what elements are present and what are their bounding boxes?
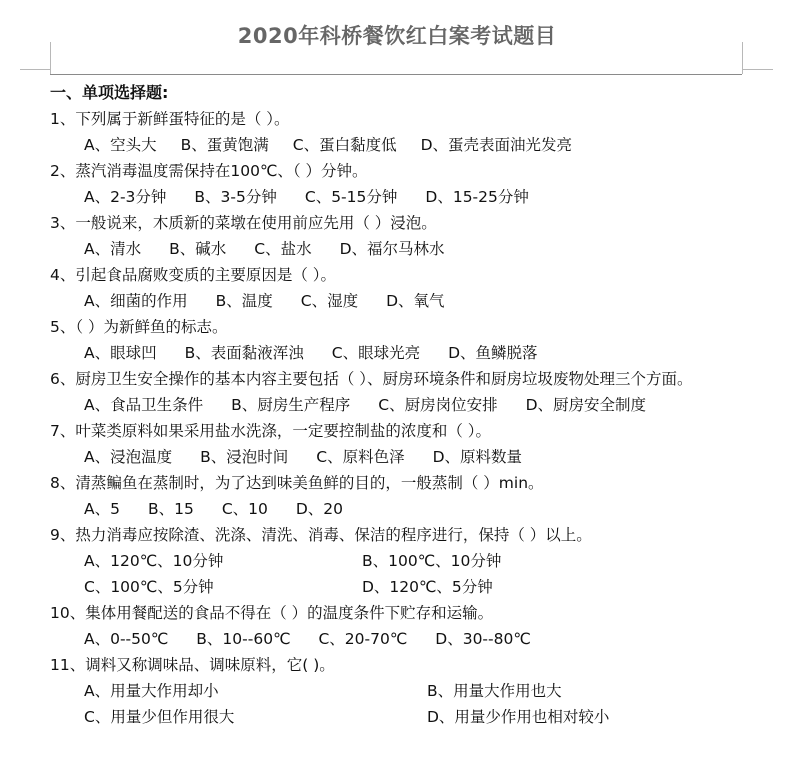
option-d: D、福尔马林水: [339, 240, 445, 258]
option-c: C、5-15分钟: [304, 188, 398, 206]
option-a: A、120℃、10分钟: [84, 552, 224, 570]
question-10: 10、集体用餐配送的食品不得在（ ）的温度条件下贮存和运输。: [50, 604, 494, 622]
question-6: 6、厨房卫生安全操作的基本内容主要包括（ ）、厨房环境条件和厨房垃圾废物处理三个方面。: [50, 370, 693, 388]
option-d: D、120℃、5分钟: [362, 578, 493, 596]
document-title: 2020年科桥餐饮红白案考试题目: [237, 24, 557, 48]
exam-content: [50, 80, 770, 730]
option-a: A、空头大: [84, 136, 157, 154]
option-b: B、蛋黄饱满: [180, 136, 269, 154]
option-d: D、厨房安全制度: [525, 396, 647, 414]
option-b: B、10--60℃: [196, 630, 291, 648]
option-c: C、湿度: [300, 292, 359, 310]
option-d: D、原料数量: [432, 448, 523, 466]
crop-mark-top-right-horizontal: [743, 69, 773, 70]
option-d: D、鱼鳞脱落: [448, 344, 538, 362]
option-c: C、盐水: [254, 240, 312, 258]
option-a: A、食品卫生条件: [84, 396, 204, 414]
option-c: C、用量少但作用很大: [84, 708, 235, 726]
options-q9-row1: [50, 548, 770, 574]
option-d: D、氧气: [386, 292, 445, 310]
question-8: 8、清蒸鳊鱼在蒸制时，为了达到味美鱼鲜的目的，一般蒸制（ ）min。: [50, 474, 544, 492]
option-d: D、用量少作用也相对较小: [427, 708, 610, 726]
options-q10: [50, 626, 770, 652]
option-d: D、15-25分钟: [425, 188, 529, 206]
question-3: 3、一般说来，木质新的菜墩在使用前应先用（ ）浸泡。: [50, 214, 437, 232]
option-b: B、碱水: [169, 240, 227, 258]
option-a: A、清水: [84, 240, 142, 258]
option-c: C、10: [221, 500, 268, 518]
option-c: C、厨房岗位安排: [378, 396, 498, 414]
option-b: B、表面黏液浑浊: [184, 344, 304, 362]
option-b: B、用量大作用也大: [427, 682, 562, 700]
option-a: A、0--50℃: [84, 630, 169, 648]
options-q11-row2: [50, 704, 770, 730]
option-d: D、蛋壳表面油光发亮: [420, 136, 573, 154]
options-q9-row2: [50, 574, 770, 600]
option-c: C、100℃、5分钟: [84, 578, 214, 596]
option-b: B、100℃、10分钟: [362, 552, 502, 570]
option-a: A、眼球凹: [84, 344, 157, 362]
options-q4: [50, 288, 770, 314]
option-a: A、细菌的作用: [84, 292, 188, 310]
option-d: D、20: [295, 500, 344, 518]
options-q8: [50, 496, 770, 522]
options-q3: [50, 236, 770, 262]
question-11: 11、调料又称调味品、调味原料，它( )。: [50, 656, 335, 674]
option-c: C、原料色泽: [316, 448, 405, 466]
options-q1: [50, 132, 770, 158]
option-a: A、用量大作用却小: [84, 682, 219, 700]
option-a: A、浸泡温度: [84, 448, 173, 466]
section-heading: 一、单项选择题:: [50, 83, 169, 102]
option-c: C、眼球光亮: [331, 344, 421, 362]
option-b: B、15: [147, 500, 194, 518]
question-5: 5、（ ）为新鲜鱼的标志。: [50, 318, 228, 336]
option-b: B、温度: [215, 292, 273, 310]
option-b: B、3-5分钟: [194, 188, 277, 206]
options-q11-row1: [50, 678, 770, 704]
question-9: 9、热力消毒应按除渣、洗涤、清洗、消毒、保洁的程序进行，保持（ ）以上。: [50, 526, 592, 544]
option-d: D、30--80℃: [435, 630, 531, 648]
option-a: A、2-3分钟: [84, 188, 167, 206]
question-7: 7、叶菜类原料如果采用盐水洗涤，一定要控制盐的浓度和（ ）。: [50, 422, 492, 440]
options-q2: [50, 184, 770, 210]
question-1: 1、下列属于新鲜蛋特征的是（ ）。: [50, 110, 290, 128]
option-c: C、蛋白黏度低: [292, 136, 397, 154]
crop-mark-top-left-horizontal: [20, 69, 50, 70]
options-q5: [50, 340, 770, 366]
option-a: A、5: [84, 500, 120, 518]
header-rule: [50, 74, 742, 75]
question-2: 2、蒸汽消毒温度需保持在100℃、（ ）分钟。: [50, 162, 368, 180]
options-q6: [50, 392, 770, 418]
option-b: B、浸泡时间: [200, 448, 289, 466]
option-c: C、20-70℃: [318, 630, 408, 648]
options-q7: [50, 444, 770, 470]
option-b: B、厨房生产程序: [231, 396, 351, 414]
question-4: 4、引起食品腐败变质的主要原因是（ ）。: [50, 266, 337, 284]
